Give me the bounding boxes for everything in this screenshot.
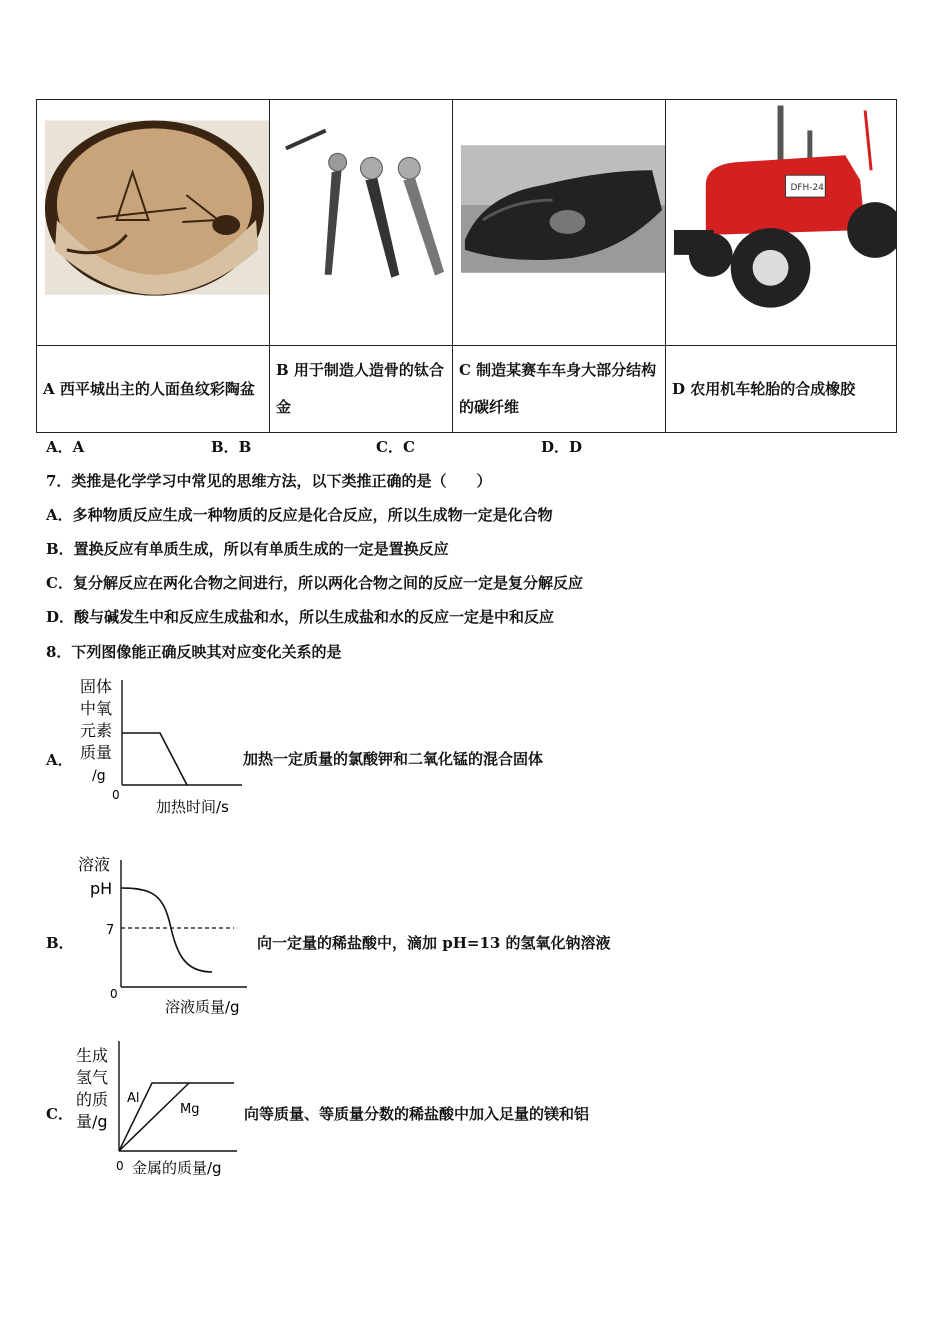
graph-c-legend-mg: Mg [180,1102,200,1117]
q7-option-a[interactable]: A．多种物质反应生成一种物质的反应是化合反应，所以生成物一定是化合物 [46,506,553,524]
image-cell-a [37,100,270,346]
pottery-bowl-image [37,100,269,345]
q7-stem: 7．类推是化学学习中常见的思维方法，以下类推正确的是（ ） [46,472,492,490]
graph-b-description: 向一定量的稀盐酸中，滴加 pH=13 的氢氧化钠溶液 [257,934,611,952]
graph-c-description: 向等质量、等质量分数的稀盐酸中加入足量的镁和铝 [244,1105,590,1123]
caption-b: B 用于制造人造骨的钛合金 [270,346,453,433]
q7-option-c[interactable]: C．复分解反应在两化合物之间进行，所以两化合物之间的反应一定是复分解反应 [46,574,583,592]
q7-option-d[interactable]: D．酸与碱发生中和反应生成盐和水，所以生成盐和水的反应一定是中和反应 [46,608,555,626]
graph-c-ylabel-line3: 的质 [76,1090,109,1109]
answer-choice-b[interactable]: B．B [211,438,252,456]
graph-c [72,1035,247,1183]
graph-b-curve [121,888,212,972]
graph-c-ylabel-line1: 生成 [76,1046,109,1065]
image-cell-b [270,100,453,346]
graph-b-ytick-7: 7 [106,923,115,938]
graph-c-legend-al: Al [127,1091,140,1106]
q8-option-b-label[interactable]: B． [46,934,74,952]
tractor-plate: DFH-24 [790,183,824,194]
graph-a-origin: 0 [112,788,120,802]
answer-choice-d[interactable]: D．D [541,438,583,456]
graph-a [72,672,252,822]
answer-choice-c[interactable]: C．C [376,438,415,456]
caption-a: A 西平城出主的人面鱼纹彩陶盆 [37,346,270,433]
graph-a-ylabel-line2: 中氧 [80,699,113,718]
caption-c: C 制造某赛车车身大部分结构的碳纤维 [453,346,666,433]
graph-a-curve [122,733,187,785]
answer-choice-a[interactable]: A．A [46,438,85,456]
titanium-implant-image [270,100,452,345]
graph-a-xlabel: 加热时间/s [156,798,229,816]
graph-a-ylabel-line3: 元素 [80,721,113,740]
q7-option-b[interactable]: B．置换反应有单质生成，所以有单质生成的一定是置换反应 [46,540,449,558]
image-cell-d [666,100,897,346]
q6-answer-choices [46,436,646,456]
graph-c-xlabel: 金属的质量/g [132,1159,222,1177]
graph-b-origin: 0 [110,987,118,1001]
graph-a-ylabel-line1: 固体 [80,677,113,696]
image-cell-c [453,100,666,346]
options-table [36,99,897,433]
q8-option-a-label[interactable]: A． [46,751,73,769]
graph-c-ylabel-line4: 量/g [76,1112,108,1131]
graph-b [72,850,257,1020]
carbon-fiber-car-body-image [453,100,665,345]
graph-a-description: 加热一定质量的氯酸钾和二氧化锰的混合固体 [243,750,544,768]
graph-b-xlabel: 溶液质量/g [165,998,240,1016]
q8-option-c-label[interactable]: C． [46,1105,73,1123]
caption-d: D 农用机车轮胎的合成橡胶 [666,346,897,433]
q8-stem: 8．下列图像能正确反映其对应变化关系的是 [46,643,342,661]
graph-a-ylabel-line4: 质量 [80,743,113,762]
graph-a-ylabel-line5: /g [92,768,106,784]
tractor-image [666,100,896,345]
graph-c-origin: 0 [116,1159,124,1173]
graph-b-ylabel-line1: 溶液 [78,855,111,874]
graph-c-ylabel-line2: 氢气 [76,1068,109,1087]
graph-b-ylabel-line2: pH [90,879,113,898]
